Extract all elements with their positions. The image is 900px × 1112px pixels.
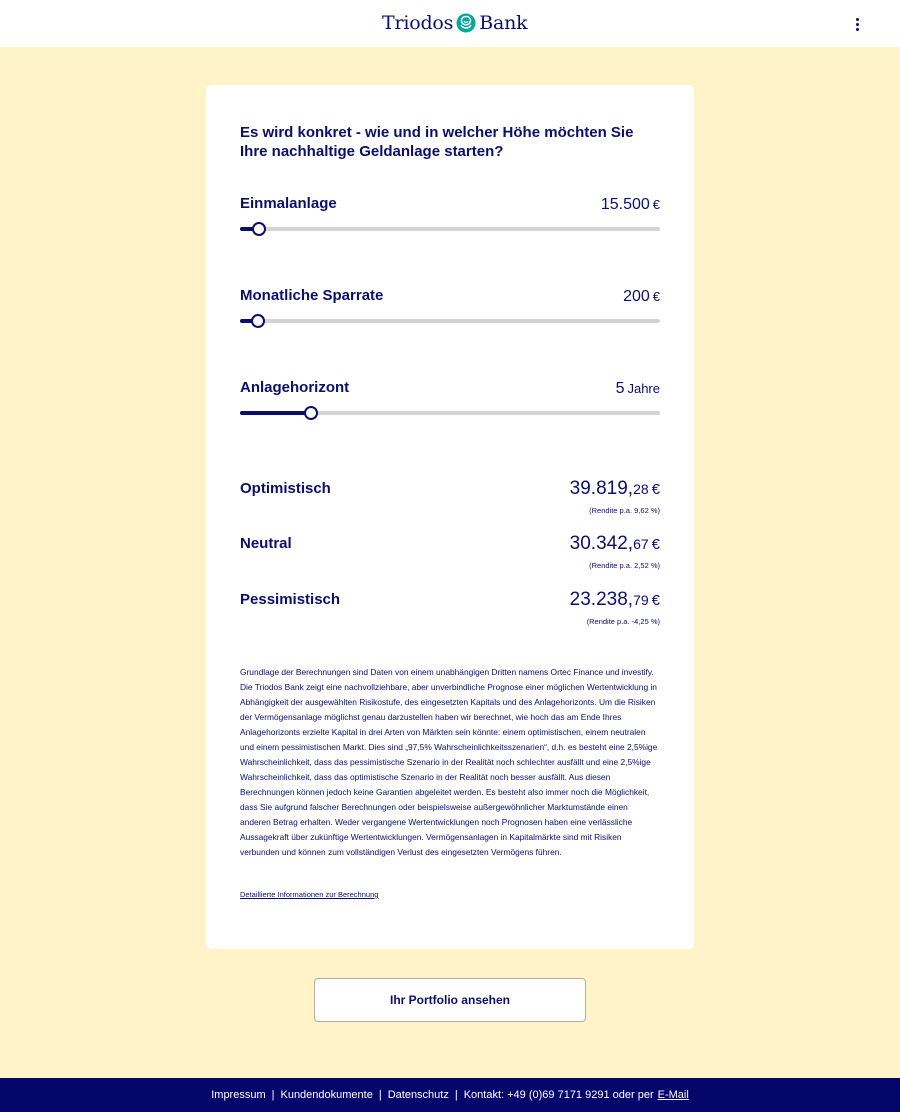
- scenario-amount: 23.238,79 €: [569, 589, 660, 610]
- calculation-disclaimer: Grundlage der Berechnungen sind Daten von einem unabhängigen Dritten namens Ortec Finance und investify. Die Triodos Bank zeigt eine nachvollziehbare, aber unverbindliche Prognose einer möglichen Wertentwicklung in Abhängigkeit der ausgewählten Risikostufe, des eingesetzten Kapitals und des Anlagehorizonts. Um die Risiken der Vermögensanlage möglichst genau darzustellen haben wir berechnet, wie hoch das am Ende Ihres Anlagehorizonts erzielte Kapital in drei Arten von Märkten sein könnte: einem optimistischen, einem neutralen und einem pessimistischen Markt. Dies sind „97,5% Wahrscheinlichkeitsszenarien“, d.h. es besteht eine 2,5%ige Wahrscheinlichkeit, dass das pessimistische Szenario in der Realität noch schlechter ausfällt und eine 2,5%ige Wahrscheinlichkeit, dass das optimistische Szenario in der Realität noch besser ausfällt. Aus diesen Berechnungen können jedoch keine Garantien abgeleitet werden. Es besteht also immer noch die Möglichkeit, dass Sie aufgrund falscher Berechnungen oder beispielsweise außergewöhnlicher Marktumstände einen anderen Betrag erhalten. Weder vergangene Wertentwicklungen noch Prognosen haben eine verlässliche Aussagekraft über zukünftige Wertentwicklungen. Vermögensanlagen in Kapitalmärkte sind mit Risiken verbunden und können zum vollständigen Verlust des eingesetzten Vermögens führen.: [240, 667, 658, 857]
- footer-separator: |: [378, 1089, 382, 1101]
- slider-track[interactable]: [240, 227, 660, 231]
- footer: [0, 1078, 900, 1112]
- slider-einmalanlage: [240, 195, 660, 245]
- footer-link-kundendokumente[interactable]: Kundendokumente: [280, 1089, 373, 1101]
- slider-value-display[interactable]: 15.500 €: [600, 196, 660, 213]
- scenario-return-note: (Rendite p.a. -4,25 %): [586, 617, 660, 626]
- footer-contact-text: Kontakt: +49 (0)69 7171 9291 oder per: [463, 1089, 654, 1101]
- vertical-dots-icon: [856, 18, 859, 21]
- footer-email-link[interactable]: E-Mail: [657, 1089, 689, 1101]
- slider-thumb[interactable]: [251, 314, 265, 328]
- footer-link-datenschutz[interactable]: Datenschutz: [387, 1089, 449, 1101]
- scenario-amount: 30.342,67 €: [569, 533, 660, 554]
- scenario-label: Pessimistisch: [240, 591, 341, 608]
- scenario-optimistisch: [240, 480, 660, 530]
- slider-monatliche-sparrate: [240, 287, 660, 337]
- top-bar: [0, 0, 900, 47]
- slider-thumb[interactable]: [252, 222, 266, 236]
- footer-separator: |: [454, 1089, 458, 1101]
- slider-fill: [240, 411, 311, 415]
- calculator-question: Es wird konkret - wie und in welcher Höhe möchten Sie Ihre nachhaltige Geldanlage starten?: [240, 124, 634, 160]
- slider-value-display[interactable]: 5 Jahre: [615, 380, 660, 397]
- slider-label: Anlagehorizont: [240, 379, 350, 396]
- scenario-label: Optimistisch: [240, 480, 331, 497]
- triodos-bank-logo[interactable]: [382, 11, 527, 35]
- slider-track[interactable]: [240, 319, 660, 323]
- scenario-return-note: (Rendite p.a. 2,52 %): [589, 561, 660, 570]
- slider-thumb[interactable]: [304, 406, 318, 420]
- scenario-amount: 39.819,28 €: [569, 478, 660, 499]
- triodos-knot-icon: [456, 13, 476, 33]
- more-menu-button[interactable]: [848, 14, 866, 34]
- slider-label: Monatliche Sparrate: [240, 287, 384, 304]
- scenario-return-note: (Rendite p.a. 9,62 %): [589, 506, 660, 515]
- scenario-label: Neutral: [240, 535, 292, 552]
- footer-separator: |: [271, 1089, 275, 1101]
- scenario-neutral: [240, 535, 660, 585]
- logo-text-triodos: Triodos: [382, 12, 454, 34]
- calculator-card: [206, 85, 694, 949]
- slider-value-display[interactable]: 200 €: [623, 288, 660, 305]
- calculation-details-link[interactable]: Detaillierte Informationen zur Berechnung: [240, 890, 379, 899]
- view-portfolio-button[interactable]: Ihr Portfolio ansehen: [314, 978, 586, 1022]
- footer-link-impressum[interactable]: Impressum: [211, 1089, 266, 1101]
- slider-label: Einmalanlage: [240, 195, 337, 212]
- slider-track[interactable]: [240, 411, 660, 415]
- scenario-pessimistisch: [240, 591, 660, 641]
- logo-text-bank: Bank: [479, 12, 528, 34]
- slider-anlagehorizont: [240, 379, 660, 429]
